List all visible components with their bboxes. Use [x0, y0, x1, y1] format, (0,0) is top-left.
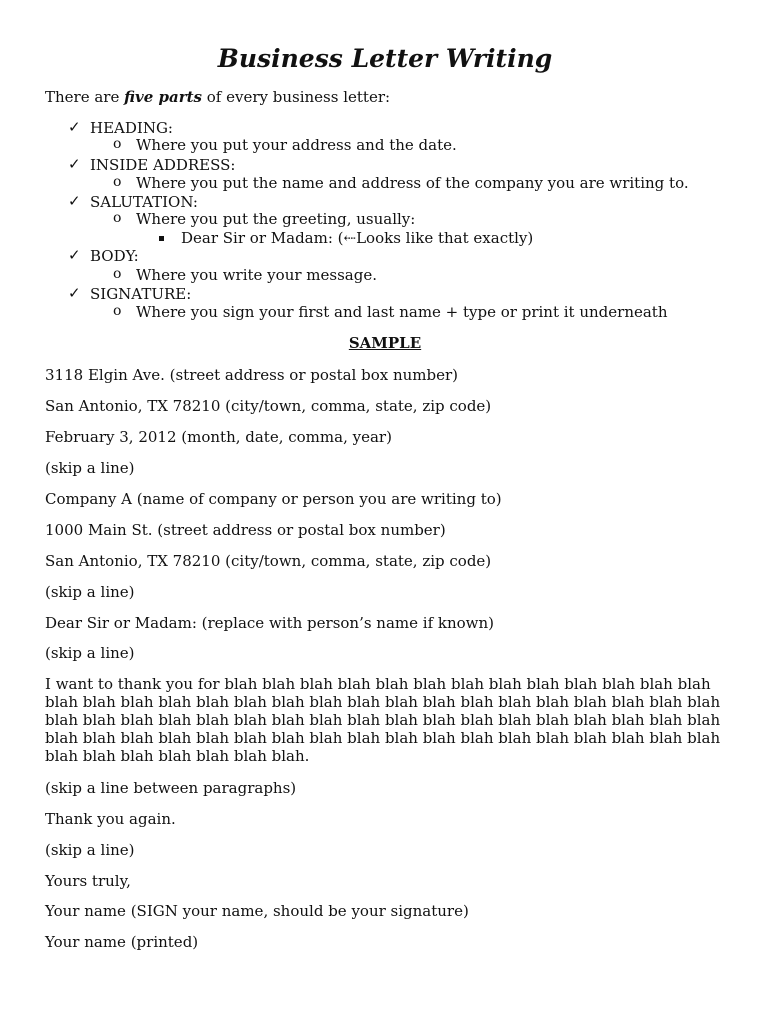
checkmark-icon: ✓: [68, 246, 81, 264]
part-label-body: BODY:: [90, 247, 139, 265]
closing-line: Your name (SIGN your name, should be your signature): [45, 902, 469, 920]
sample-line: 1000 Main St. (street address or postal box number): [45, 521, 446, 539]
part-desc-body: Where you write your message.: [136, 266, 377, 284]
part-desc-heading: Where you put your address and the date.: [136, 136, 457, 154]
part-desc-inside-address: Where you put the name and address of the company you are writing to.: [136, 174, 689, 192]
part-label-salutation: SALUTATION:: [90, 193, 198, 211]
sample-line: February 3, 2012 (month, date, comma, year): [45, 428, 392, 446]
circle-bullet-icon: o: [113, 174, 122, 190]
checkmark-icon: ✓: [68, 118, 81, 136]
sample-line: (skip a line): [45, 459, 135, 477]
intro-sentence: [45, 88, 390, 106]
intro-emphasis: five parts: [124, 88, 202, 106]
sample-line: (skip a line): [45, 644, 135, 662]
part-desc-salutation: Where you put the greeting, usually:: [136, 210, 416, 228]
sample-line: San Antonio, TX 78210 (city/town, comma, state, zip code): [45, 397, 492, 415]
sample-line: 3118 Elgin Ave. (street address or postal box number): [45, 366, 459, 384]
circle-bullet-icon: o: [113, 303, 122, 319]
intro-before: There are: [45, 88, 125, 106]
part-label-inside-address: INSIDE ADDRESS:: [90, 156, 236, 174]
sample-line: (skip a line): [45, 583, 135, 601]
sample-line: Company A (name of company or person you are writing to): [45, 490, 502, 508]
intro-after: of every business letter:: [202, 88, 391, 106]
sample-heading: SAMPLE: [348, 334, 422, 352]
closing-line: (skip a line): [45, 841, 135, 859]
closing-line: Yours truly,: [45, 872, 131, 890]
checkmark-icon: ✓: [68, 192, 81, 210]
checkmark-icon: ✓: [68, 284, 81, 302]
circle-bullet-icon: o: [113, 266, 122, 282]
sample-line: San Antonio, TX 78210 (city/town, comma, state, zip code): [45, 552, 492, 570]
part-sub-salutation: Dear Sir or Madam: (⇠Looks like that exactly): [181, 229, 534, 247]
part-desc-signature: Where you sign your first and last name + type or print it underneath: [136, 303, 668, 321]
square-bullet-icon: [159, 236, 164, 241]
body-paragraph: I want to thank you for blah blah blah blah blah blah blah blah blah blah blah blah blah blah blah blah blah blah blah blah blah blah blah blah blah blah blah blah blah blah blah blah blah blah blah blah blah blah blah blah blah blah blah blah blah blah blah blah blah blah blah blah blah blah blah blah blah blah blah blah blah blah blah blah blah blah blah blah blah blah blah blah blah blah.: [45, 675, 721, 765]
closing-line: Thank you again.: [45, 810, 176, 828]
closing-line: (skip a line between paragraphs): [45, 779, 297, 797]
closing-line: Your name (printed): [45, 933, 199, 951]
sample-line: Dear Sir or Madam: (replace with person’s name if known): [45, 614, 495, 632]
circle-bullet-icon: o: [113, 210, 122, 226]
part-label-heading: HEADING:: [90, 119, 173, 137]
checkmark-icon: ✓: [68, 155, 81, 173]
page-title: Business Letter Writing: [217, 44, 553, 73]
part-label-signature: SIGNATURE:: [90, 285, 192, 303]
circle-bullet-icon: o: [113, 136, 122, 152]
